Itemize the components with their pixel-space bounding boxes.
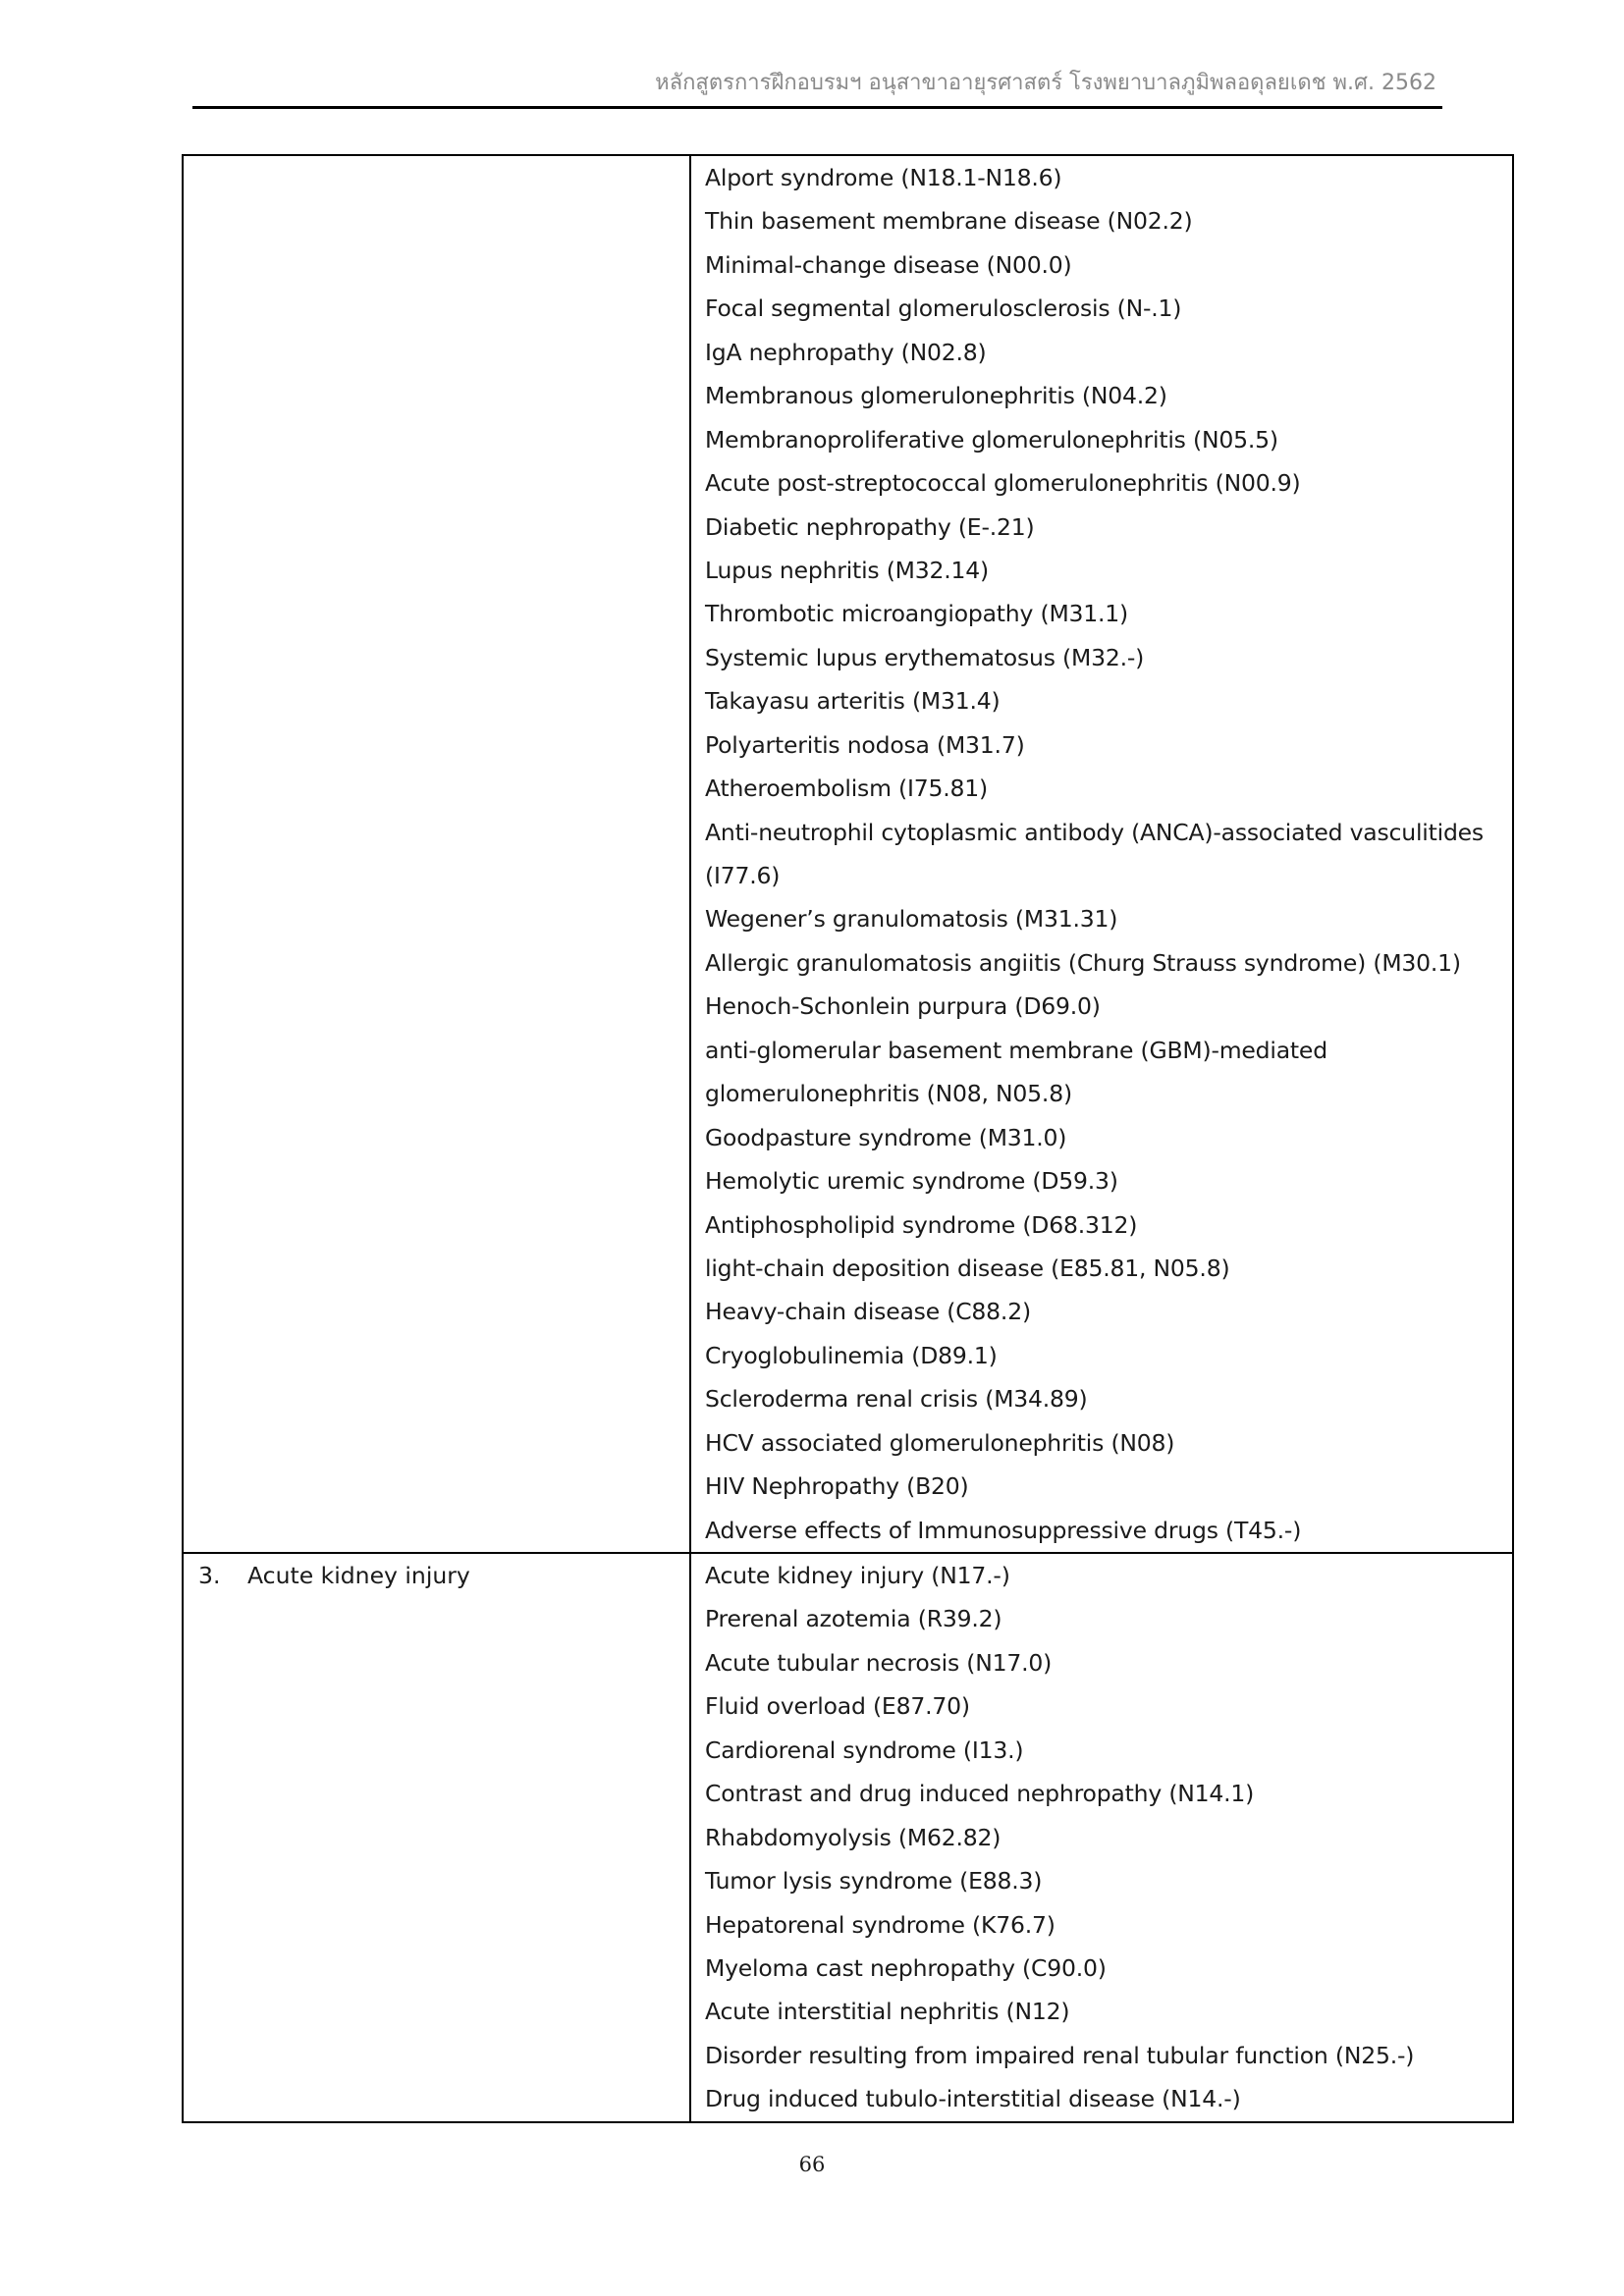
table-row [183,155,1513,1553]
list-item: Thrombotic microangiopathy (M31.1) [705,600,1129,628]
list-item: Allergic granulomatosis angiitis (Churg Strauss syndrome) (M30.1) [705,948,1461,977]
list-item: Cardiorenal syndrome (I13.) [705,1735,1024,1764]
list-item: Myeloma cast nephropathy (C90.0) [705,1953,1107,1982]
list-item: Contrast and drug induced nephropathy (N14.1) [705,1780,1255,1808]
list-item: Prerenal azotemia (R39.2) [705,1605,1002,1633]
list-item: Takayasu arteritis (M31.4) [705,687,1001,716]
list-item: Disorder resulting from impaired renal tubular function (N25.-) [705,2041,1415,2069]
list-item: Hemolytic uremic syndrome (D59.3) [705,1167,1118,1196]
list-item: Adverse effects of Immunosuppressive drugs (T45.-) [705,1516,1302,1544]
list-item: Tumor lysis syndrome (E88.3) [705,1867,1043,1896]
list-item: Membranoproliferative glomerulonephritis (N05.5) [705,425,1278,454]
list-item: Wegener’s granulomatosis (M31.31) [705,905,1118,934]
list-item: IgA nephropathy (N02.8) [705,338,987,366]
page-header-title: หลักสูตรการฝึกอบรมฯ อนุสาขาอายุรศาสตร์ โรงพยาบาลภูมิพลอดุลยเดช พ.ศ. 2562 [655,71,1436,95]
category-label [184,1554,689,1597]
list-item: Diabetic nephropathy (E-.21) [705,512,1035,541]
list-item: anti-glomerular basement membrane (GBM)-mediated [705,1036,1327,1064]
list-item: Hepatorenal syndrome (K76.7) [705,1910,1056,1939]
category-cell [183,155,690,1553]
list-item: Drug induced tubulo-interstitial disease (N14.-) [705,2085,1241,2113]
list-item: Polyarteritis nodosa (M31.7) [705,730,1025,759]
list-item: Goodpasture syndrome (M31.0) [705,1123,1067,1151]
list-item: Lupus nephritis (M32.14) [705,556,989,584]
table-row [183,1553,1513,2122]
list-item: HIV Nephropathy (B20) [705,1472,969,1501]
category-label [184,156,689,199]
list-item: Acute interstitial nephritis (N12) [705,1998,1070,2026]
page-number: 66 [798,2153,826,2176]
diagnosis-table [182,154,1514,2123]
list-item: light-chain deposition disease (E85.81, N05.8) [705,1254,1230,1282]
list-item: (I77.6) [705,862,781,889]
list-item: Focal segmental glomerulosclerosis (N-.1) [705,294,1182,323]
list-item: Henoch-Schonlein purpura (D69.0) [705,992,1101,1021]
list-item: Systemic lupus erythematosus (M32.-) [705,643,1145,671]
list-item: Acute post-streptococcal glomerulonephritis (N00.9) [705,469,1301,498]
category-name: Acute kidney injury [247,1562,470,1589]
list-item: glomerulonephritis (N08, N05.8) [705,1080,1072,1108]
category-cell [183,1553,690,2122]
list-item: Minimal-change disease (N00.0) [705,250,1072,279]
list-item: Cryoglobulinemia (D89.1) [705,1341,998,1369]
diagnosis-list-cell [690,155,1513,1553]
diagnosis-list-cell [690,1553,1513,2122]
list-item: Heavy-chain disease (C88.2) [705,1298,1031,1326]
list-item: Thin basement membrane disease (N02.2) [705,207,1193,236]
list-item: Atheroembolism (I75.81) [705,774,989,803]
list-item: Rhabdomyolysis (M62.82) [705,1823,1001,1851]
list-item: Scleroderma renal crisis (M34.89) [705,1385,1088,1414]
list-item: Acute tubular necrosis (N17.0) [705,1648,1053,1677]
list-item: Alport syndrome (N18.1-N18.6) [705,164,1062,191]
list-item: Fluid overload (E87.70) [705,1692,970,1721]
list-item: Membranous glomerulonephritis (N04.2) [705,382,1167,410]
list-item: Antiphospholipid syndrome (D68.312) [705,1210,1138,1239]
category-number: 3. [198,1562,221,1589]
list-item: Anti-neutrophil cytoplasmic antibody (ANCA)-associated vasculitides [705,818,1484,846]
list-item: HCV associated glomerulonephritis (N08) [705,1428,1175,1457]
header-divider [192,106,1442,109]
list-item: Acute kidney injury (N17.-) [705,1562,1010,1589]
